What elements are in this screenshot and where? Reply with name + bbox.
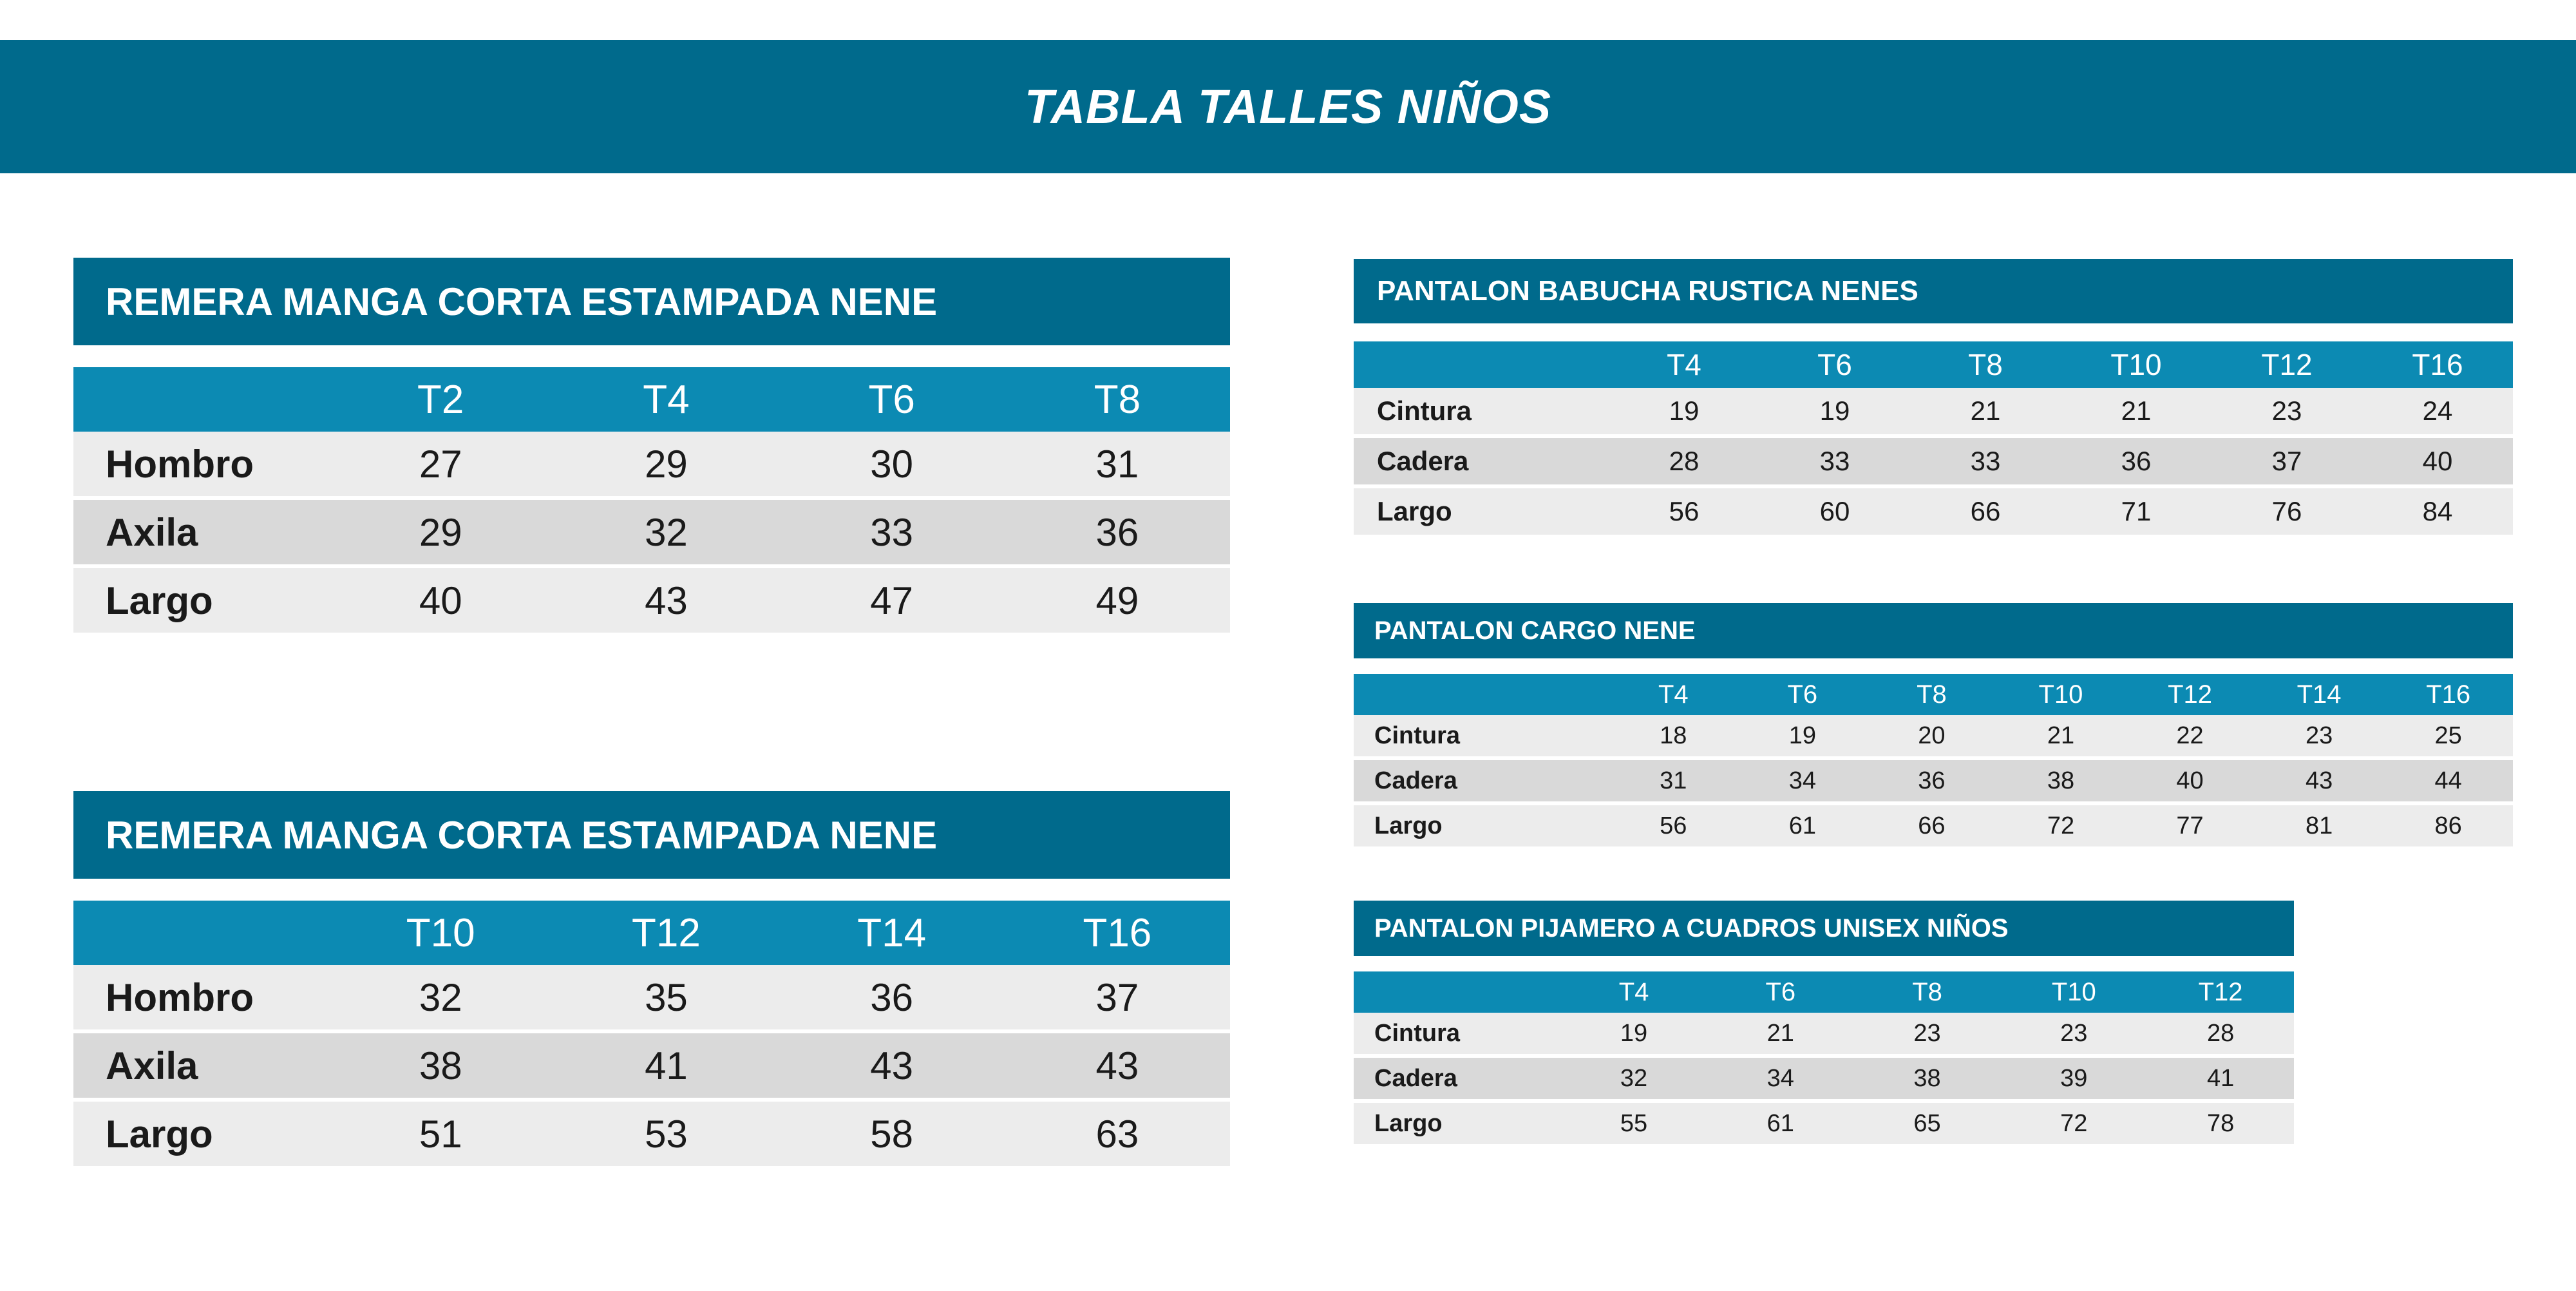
- measurement-cell: 24: [2362, 388, 2513, 438]
- size-table: [73, 367, 1230, 636]
- size-table-pantalon-pijamero: [1354, 901, 2294, 1148]
- measurement-cell: 32: [553, 500, 779, 568]
- measurement-cell: 28: [1609, 438, 1759, 488]
- size-header: T8: [1854, 971, 2001, 1013]
- table-title: PANTALON BABUCHA RUSTICA NENES: [1354, 259, 2513, 323]
- row-label: Largo: [73, 568, 328, 636]
- measurement-cell: 49: [1005, 568, 1230, 636]
- size-header: T12: [2125, 674, 2255, 715]
- size-header: T14: [779, 901, 1005, 965]
- measurement-cell: 63: [1005, 1102, 1230, 1170]
- size-header: T16: [1005, 901, 1230, 965]
- measurement-cell: 34: [1738, 760, 1868, 805]
- measurement-cell: 55: [1560, 1103, 1707, 1148]
- size-header: T6: [779, 367, 1005, 432]
- measurement-cell: 33: [779, 500, 1005, 568]
- size-header: T8: [1910, 341, 2061, 388]
- table-title: REMERA MANGA CORTA ESTAMPADA NENE: [73, 791, 1230, 879]
- measurement-cell: 71: [2061, 488, 2211, 539]
- measurement-cell: 36: [2061, 438, 2211, 488]
- measurement-cell: 32: [1560, 1058, 1707, 1103]
- table-row: [73, 1033, 1230, 1102]
- measurement-cell: 44: [2383, 760, 2513, 805]
- measurement-cell: 37: [2211, 438, 2362, 488]
- measurement-cell: 36: [1005, 500, 1230, 568]
- row-label: Cadera: [1354, 760, 1609, 805]
- size-header: T4: [553, 367, 779, 432]
- measurement-cell: 36: [779, 965, 1005, 1033]
- measurement-cell: 19: [1609, 388, 1759, 438]
- measurement-cell: 37: [1005, 965, 1230, 1033]
- measurement-cell: 40: [328, 568, 553, 636]
- row-label: Cintura: [1354, 388, 1609, 438]
- size-header: T4: [1609, 341, 1759, 388]
- table-row: [1354, 388, 2513, 438]
- size-header: T12: [2211, 341, 2362, 388]
- measurement-cell: 40: [2362, 438, 2513, 488]
- measurement-cell: 21: [2061, 388, 2211, 438]
- size-header: T10: [328, 901, 553, 965]
- size-table: [73, 901, 1230, 1170]
- size-table: [1354, 971, 2294, 1148]
- measurement-cell: 20: [1867, 715, 1996, 760]
- header-blank-cell: [73, 367, 328, 432]
- measurement-cell: 21: [1707, 1013, 1854, 1058]
- measurement-cell: 19: [1738, 715, 1868, 760]
- measurement-cell: 23: [2255, 715, 2384, 760]
- measurement-cell: 18: [1609, 715, 1738, 760]
- measurement-cell: 38: [328, 1033, 553, 1102]
- measurement-cell: 33: [1759, 438, 1910, 488]
- row-label: Axila: [73, 1033, 328, 1102]
- measurement-cell: 41: [553, 1033, 779, 1102]
- measurement-cell: 32: [328, 965, 553, 1033]
- table-row: [1354, 760, 2513, 805]
- row-label: Cadera: [1354, 1058, 1560, 1103]
- size-table-remera-t10-t16: [73, 791, 1230, 1170]
- measurement-cell: 40: [2125, 760, 2255, 805]
- measurement-cell: 65: [1854, 1103, 2001, 1148]
- row-label: Hombro: [73, 432, 328, 500]
- measurement-cell: 66: [1867, 805, 1996, 850]
- table-row: [73, 432, 1230, 500]
- table-title: REMERA MANGA CORTA ESTAMPADA NENE: [73, 258, 1230, 345]
- table-title: PANTALON PIJAMERO A CUADROS UNISEX NIÑOS: [1354, 901, 2294, 956]
- measurement-cell: 47: [779, 568, 1005, 636]
- table-row: [73, 965, 1230, 1033]
- row-label: Axila: [73, 500, 328, 568]
- measurement-cell: 51: [328, 1102, 553, 1170]
- measurement-cell: 78: [2147, 1103, 2294, 1148]
- measurement-cell: 61: [1738, 805, 1868, 850]
- size-header: T8: [1867, 674, 1996, 715]
- page-title: TABLA TALLES NIÑOS: [1024, 80, 1552, 133]
- measurement-cell: 27: [328, 432, 553, 500]
- measurement-cell: 23: [2211, 388, 2362, 438]
- size-header: T4: [1609, 674, 1738, 715]
- measurement-cell: 43: [779, 1033, 1005, 1102]
- table-row: [1354, 1103, 2294, 1148]
- header-blank-cell: [73, 901, 328, 965]
- measurement-cell: 21: [1996, 715, 2126, 760]
- row-label: Hombro: [73, 965, 328, 1033]
- header-row: [1354, 341, 2513, 388]
- row-label: Largo: [1354, 488, 1609, 539]
- row-label: Cintura: [1354, 1013, 1560, 1058]
- measurement-cell: 22: [2125, 715, 2255, 760]
- measurement-cell: 61: [1707, 1103, 1854, 1148]
- measurement-cell: 81: [2255, 805, 2384, 850]
- size-header: T10: [2061, 341, 2211, 388]
- measurement-cell: 60: [1759, 488, 1910, 539]
- measurement-cell: 19: [1759, 388, 1910, 438]
- measurement-cell: 19: [1560, 1013, 1707, 1058]
- measurement-cell: 43: [553, 568, 779, 636]
- header-row: [1354, 971, 2294, 1013]
- header-row: [1354, 674, 2513, 715]
- size-header: T16: [2383, 674, 2513, 715]
- row-label: Largo: [73, 1102, 328, 1170]
- measurement-cell: 58: [779, 1102, 1005, 1170]
- measurement-cell: 21: [1910, 388, 2061, 438]
- measurement-cell: 38: [1854, 1058, 2001, 1103]
- measurement-cell: 41: [2147, 1058, 2294, 1103]
- table-row: [73, 1102, 1230, 1170]
- table-row: [1354, 715, 2513, 760]
- measurement-cell: 86: [2383, 805, 2513, 850]
- measurement-cell: 28: [2147, 1013, 2294, 1058]
- measurement-cell: 53: [553, 1102, 779, 1170]
- measurement-cell: 23: [1854, 1013, 2001, 1058]
- row-label: Cintura: [1354, 715, 1609, 760]
- header-blank-cell: [1354, 341, 1609, 388]
- size-header: T2: [328, 367, 553, 432]
- header-blank-cell: [1354, 971, 1560, 1013]
- measurement-cell: 35: [553, 965, 779, 1033]
- row-label: Largo: [1354, 805, 1609, 850]
- size-header: T12: [553, 901, 779, 965]
- row-label: Largo: [1354, 1103, 1560, 1148]
- page-banner: [0, 40, 2576, 173]
- size-header: T16: [2362, 341, 2513, 388]
- measurement-cell: 30: [779, 432, 1005, 500]
- header-row: [73, 901, 1230, 965]
- size-header: T12: [2147, 971, 2294, 1013]
- header-blank-cell: [1354, 674, 1609, 715]
- size-header: T4: [1560, 971, 1707, 1013]
- measurement-cell: 29: [553, 432, 779, 500]
- table-row: [1354, 1013, 2294, 1058]
- table-row: [1354, 805, 2513, 850]
- measurement-cell: 34: [1707, 1058, 1854, 1103]
- size-header: T8: [1005, 367, 1230, 432]
- measurement-cell: 66: [1910, 488, 2061, 539]
- measurement-cell: 43: [1005, 1033, 1230, 1102]
- measurement-cell: 77: [2125, 805, 2255, 850]
- measurement-cell: 43: [2255, 760, 2384, 805]
- size-table-pantalon-cargo: [1354, 603, 2513, 850]
- measurement-cell: 25: [2383, 715, 2513, 760]
- size-header: T10: [1996, 674, 2126, 715]
- measurement-cell: 39: [2000, 1058, 2147, 1103]
- size-header: T6: [1738, 674, 1868, 715]
- measurement-cell: 56: [1609, 805, 1738, 850]
- measurement-cell: 56: [1609, 488, 1759, 539]
- table-row: [73, 568, 1230, 636]
- table-row: [1354, 438, 2513, 488]
- size-header: T6: [1707, 971, 1854, 1013]
- measurement-cell: 29: [328, 500, 553, 568]
- table-row: [73, 500, 1230, 568]
- measurement-cell: 33: [1910, 438, 2061, 488]
- measurement-cell: 84: [2362, 488, 2513, 539]
- table-title: PANTALON CARGO NENE: [1354, 603, 2513, 658]
- measurement-cell: 72: [1996, 805, 2126, 850]
- measurement-cell: 23: [2000, 1013, 2147, 1058]
- header-row: [73, 367, 1230, 432]
- size-table: [1354, 674, 2513, 850]
- row-label: Cadera: [1354, 438, 1609, 488]
- size-table: [1354, 341, 2513, 539]
- measurement-cell: 72: [2000, 1103, 2147, 1148]
- measurement-cell: 38: [1996, 760, 2126, 805]
- size-header: T14: [2255, 674, 2384, 715]
- measurement-cell: 36: [1867, 760, 1996, 805]
- size-table-pantalon-babucha: [1354, 259, 2513, 539]
- size-header: T10: [2000, 971, 2147, 1013]
- measurement-cell: 76: [2211, 488, 2362, 539]
- table-row: [1354, 488, 2513, 539]
- table-row: [1354, 1058, 2294, 1103]
- size-table-remera-t2-t8: [73, 258, 1230, 636]
- measurement-cell: 31: [1005, 432, 1230, 500]
- measurement-cell: 31: [1609, 760, 1738, 805]
- size-header: T6: [1759, 341, 1910, 388]
